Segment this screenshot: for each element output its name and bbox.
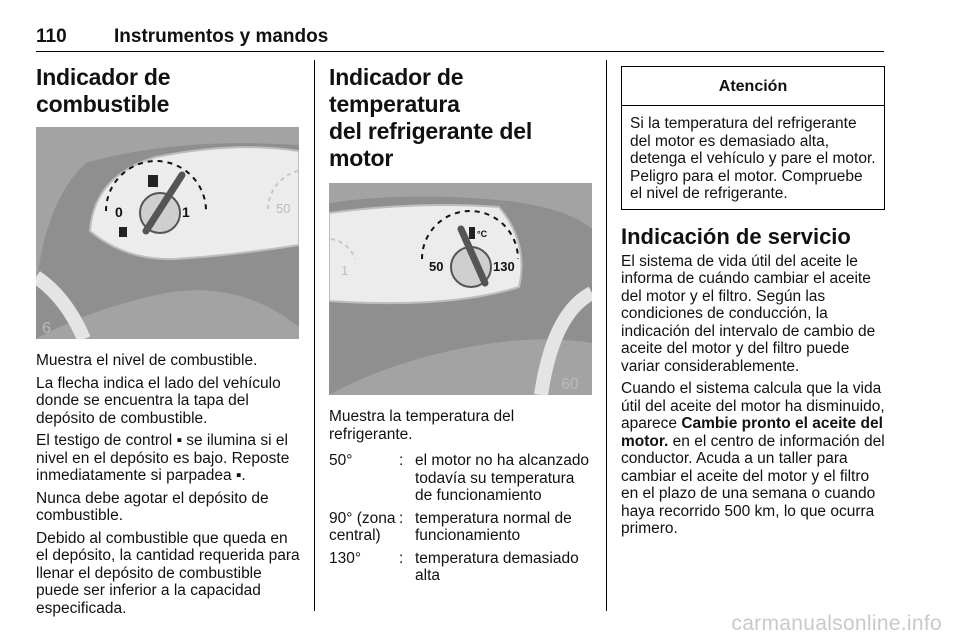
service-text-2	[621, 380, 886, 538]
fuel-gauge-illustration	[36, 127, 299, 339]
fuel-scale-left: 0	[115, 204, 123, 220]
coolant-heading-line1: Indicador de temperatura	[329, 64, 464, 117]
service-text-1: El sistema de vida útil del aceite le informa de cuándo cambiar el aceite del motor y el filtro. Según las condiciones de conducción, la indicación del intervalo de cambio de aceite del motor y del filtro puede variar considerablemente.	[621, 252, 876, 375]
fuel-scale-right: 1	[182, 204, 190, 220]
service-text-2-end: en el centro de información del conductor. Acuda a un taller para cambiar el aceite del motor y el filtro en el plazo de una semana o cuando haya recorrido 500 km, lo que ocurra primero.	[621, 432, 885, 537]
separator-colon: :	[399, 452, 404, 469]
temperature-key: 130°	[329, 549, 362, 567]
column-divider-2	[606, 60, 607, 611]
separator-colon: :	[399, 509, 404, 527]
temperature-key: 50°	[329, 452, 353, 469]
temperature-desc: temperatura demasiado alta	[415, 549, 579, 584]
coolant-heading-line2: del refrigerante del motor	[329, 118, 533, 171]
coolant-scale-left: 50	[429, 259, 444, 274]
separator-colon: :	[399, 549, 404, 567]
temperature-desc: temperatura normal de funcionamiento	[415, 509, 572, 544]
fuel-text-4: Nunca debe agotar el depósito de combustible.	[36, 489, 269, 524]
fuel-section-heading: Indicador de combustible	[36, 64, 171, 117]
chapter-title: Instrumentos y mandos	[114, 26, 329, 47]
fuel-gauge-section	[36, 64, 301, 622]
coolant-intro: Muestra la temperatura del refrigerante.	[329, 408, 515, 443]
temperature-desc: el motor no ha alcanzado todavía su temperatura de funcionamiento	[415, 452, 590, 504]
temperature-row	[329, 452, 593, 505]
fuel-text-3: El testigo de control ▪ se ilumina si el nivel en el depósito es bajo. Reposte inmediatamente si parpadea ▪.	[36, 432, 290, 484]
column-divider-1	[314, 60, 315, 611]
fuel-text-5: Debido al combustible que queda en el depósito, la cantidad requerida para llenar el depósito de combustible puede ser inferior a la capacidad especificada.	[36, 529, 300, 617]
service-text-2-start: Cuando el sistema calcula que la vida útil del aceite del motor ha disminuido, aparece	[621, 380, 885, 432]
right-column	[621, 64, 886, 543]
temperature-row	[329, 510, 593, 545]
temperature-row	[329, 550, 593, 585]
watermark: carmanualsonline.info	[731, 612, 942, 635]
speed-scale-mark: 50	[276, 201, 291, 216]
tacho-scale-mark: 1	[341, 263, 349, 278]
tacho-mark: 6	[42, 320, 51, 337]
coolant-scale-right: 130	[493, 259, 515, 274]
coolant-section-heading	[329, 64, 593, 172]
notice-box	[621, 66, 885, 210]
speedo-mark: 60	[561, 376, 579, 393]
page-header	[36, 26, 884, 52]
service-heading: Indicación de servicio	[621, 223, 851, 249]
coolant-gauge-illustration	[329, 183, 592, 395]
page-number: 110	[36, 26, 67, 47]
temperature-table	[329, 452, 593, 585]
service-message: Cambie pronto el aceite del motor.	[621, 415, 883, 450]
notice-body: Si la temperatura del refrigerante del motor es demasiado alta, detenga el vehículo y pare el motor. Peligro para el motor. Compruebe el nivel de refrigerante.	[630, 115, 876, 202]
temperature-key: 90° (zona central)	[329, 509, 396, 544]
coolant-unit: °C	[477, 229, 488, 239]
fuel-text-1: Muestra el nivel de combustible.	[36, 352, 258, 369]
notice-title: Atención	[622, 67, 884, 106]
coolant-gauge-section	[329, 64, 593, 590]
fuel-text-2: La flecha indica el lado del vehículo donde se encuentra la tapa del depósito de combustible.	[36, 374, 281, 427]
